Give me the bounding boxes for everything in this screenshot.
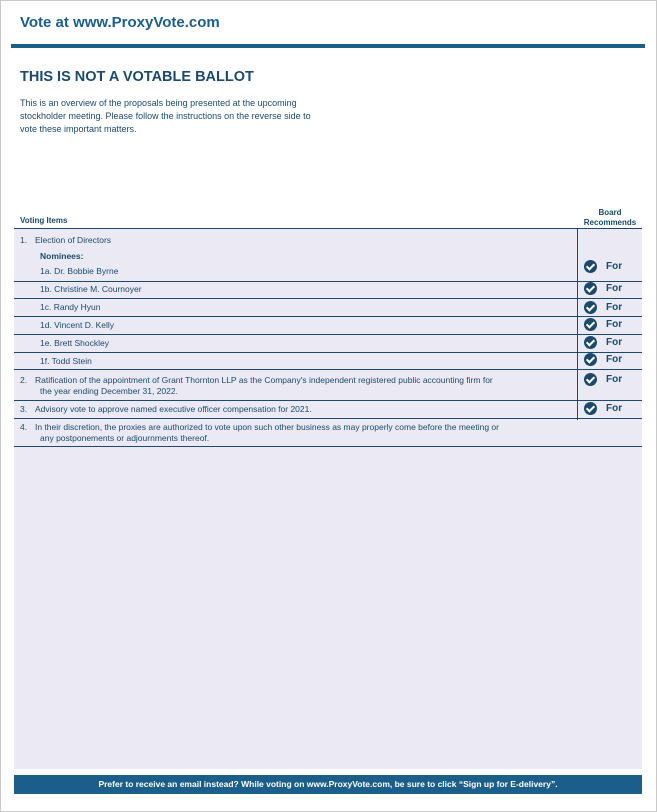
recommendation-label: For: [606, 337, 623, 348]
recommendation-label: For: [606, 374, 623, 385]
header-title: Vote at www.ProxyVote.com: [20, 14, 220, 31]
nominees-label: Nominees:: [40, 251, 84, 261]
proposal-2-number: 2.: [20, 375, 28, 385]
check-circle-icon: [584, 301, 597, 314]
ballot-title: THIS IS NOT A VOTABLE BALLOT: [20, 69, 254, 85]
nominee-1d: 1d. Vincent D. Kelly: [40, 320, 115, 330]
header-divider: [11, 44, 645, 48]
nominee-1a: 1a. Dr. Bobbie Byrne: [40, 266, 119, 276]
proposal-1-number: 1.: [20, 235, 28, 245]
check-circle-icon: [584, 282, 597, 295]
recommendation-label: For: [606, 302, 623, 313]
intro-text: This is an overview of the proposals being presented at the upcoming stockholder meeting. Please follow the instructions on the reverse side to vote these important matters.: [20, 98, 311, 134]
recommendation-1a: [584, 260, 622, 273]
nominee-1b: 1b. Christine M. Cournoyer: [40, 284, 142, 294]
recommendation-1b: [584, 282, 622, 295]
proposal-2-line1: Ratification of the appointment of Grant Thornton LLP as the Company's independent registered public accounting firm for: [35, 375, 493, 385]
nominee-1c: 1c. Randy Hyun: [40, 302, 101, 312]
nominee-1e: 1e. Brett Shockley: [40, 338, 109, 348]
check-circle-icon: [584, 373, 597, 386]
nominee-1f: 1f. Todd Stein: [40, 356, 92, 366]
recommendation-3: [584, 402, 622, 415]
board-header-line1: Board: [598, 208, 622, 217]
recommendation-label: For: [606, 319, 623, 330]
recommendation-1f: [584, 353, 622, 366]
recommendation-label: For: [606, 403, 623, 414]
board-header-line2: Recommends: [583, 218, 637, 227]
nominee-1c-row: [14, 299, 642, 317]
check-circle-icon: [584, 353, 597, 366]
proposal-3-text: Advisory vote to approve named executive officer compensation for 2021.: [35, 404, 312, 414]
recommendation-label: For: [606, 283, 623, 294]
recommendation-1c: [584, 301, 622, 314]
recommendation-label: For: [606, 354, 623, 365]
voting-items-header: Voting Items: [20, 216, 68, 225]
recommendation-2: [584, 373, 622, 386]
proposal-1-text: Election of Directors: [35, 235, 112, 245]
footer-banner: Prefer to receive an email instead? While voting on www.ProxyVote.com, be sure to click “Sign up for E-delivery”.: [14, 775, 642, 794]
recommendation-1d: [584, 318, 622, 331]
check-circle-icon: [584, 402, 597, 415]
proposal-3-number: 3.: [20, 404, 28, 414]
check-circle-icon: [584, 336, 597, 349]
check-circle-icon: [584, 260, 597, 273]
board-recommends-header: [578, 208, 642, 228]
recommendation-1e: [584, 336, 622, 349]
nominee-1f-row: [14, 353, 642, 370]
proposal-4-line2: any postponements or adjournments thereof.: [40, 433, 210, 443]
proposal-2-line2: the year ending December 31, 2022.: [40, 386, 178, 396]
proposal-4-number: 4.: [20, 422, 28, 432]
proposal-4-line1: In their discretion, the proxies are authorized to vote upon such other business as may properly come before the meeting or: [35, 422, 499, 432]
recommendation-label: For: [606, 261, 623, 272]
check-circle-icon: [584, 318, 597, 331]
